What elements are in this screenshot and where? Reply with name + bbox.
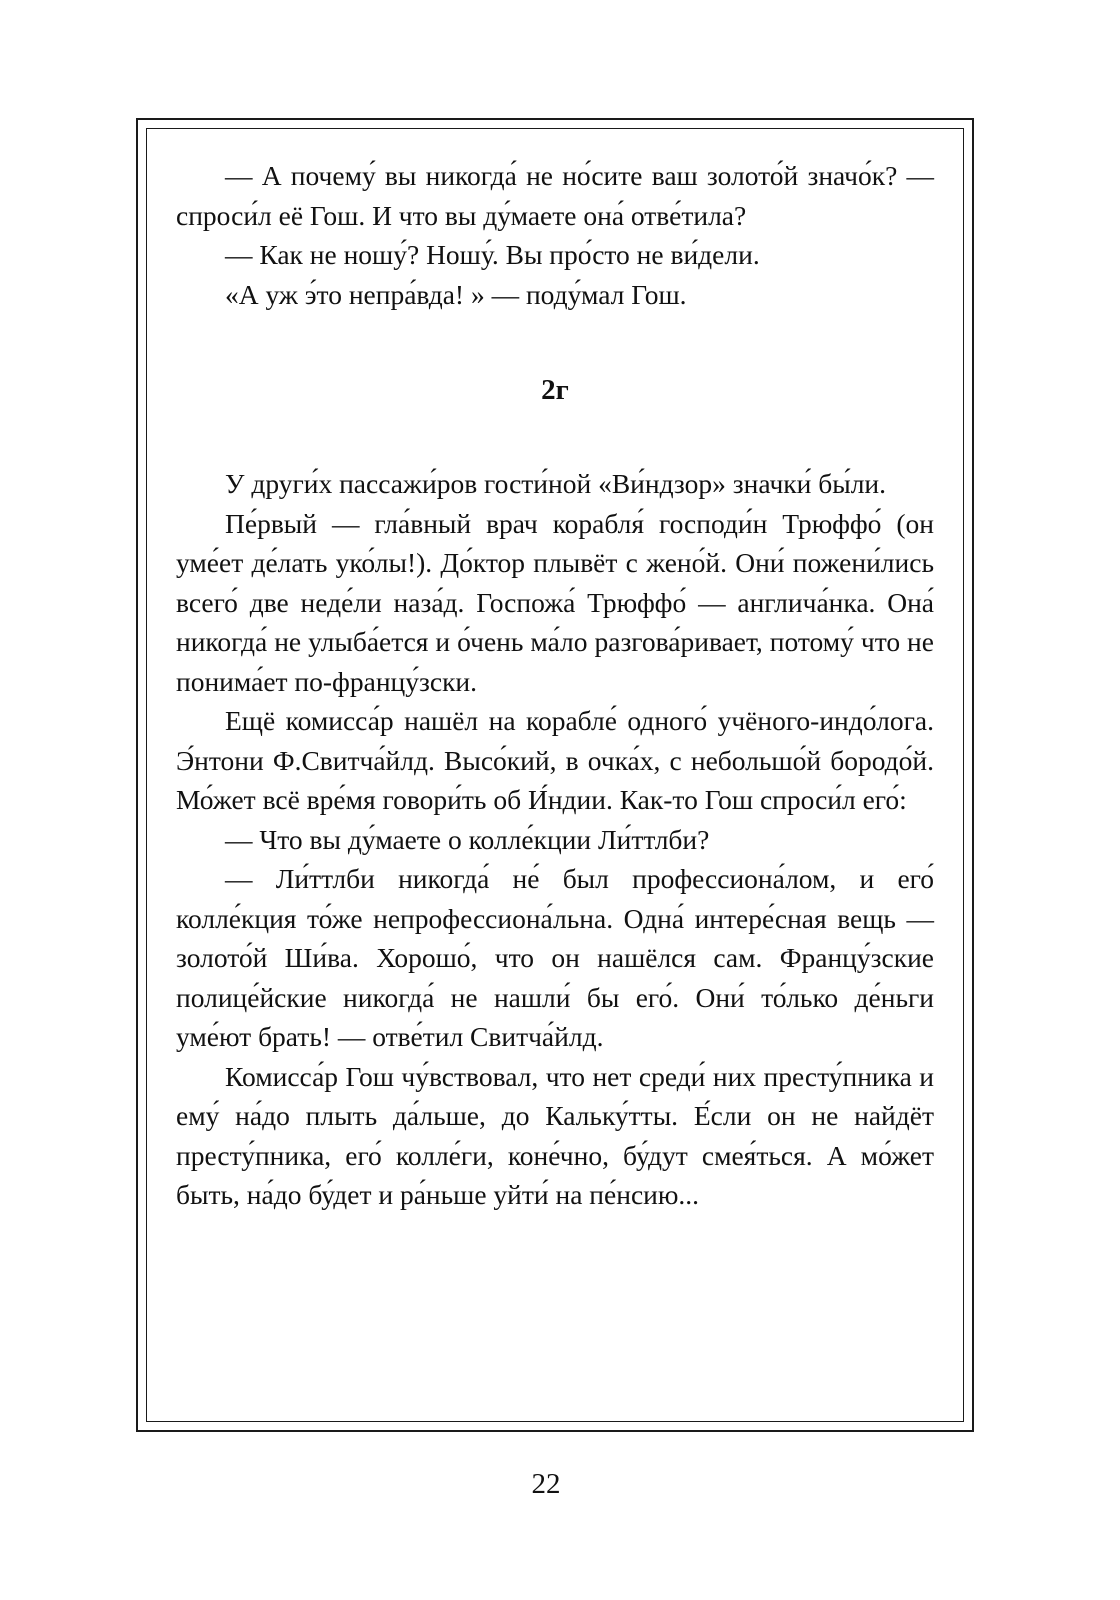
dialogue-line-3: «А уж э́то непра́вда! » — поду́мал Гош.	[225, 278, 687, 310]
body-paragraph-5: — Ли́ттлби никогда́ не́ был профессиона́лом, и его́ колле́кция то́же непрофессиона́льна. Одна́ интере́сная вещь — золото́й Ши́ва. Хорошо́, что он нашёлся сам. Францу́зские полице́йские никогда́ не нашли́ бы его́. Они́ то́лько де́ньги уме́ют брать! — отве́тил Свитча́йлд.	[176, 863, 934, 1052]
dialogue-line-1: — А почему́ вы никогда́ не но́сите ваш золото́й значо́к? — спроси́л её Гош. И что вы ду́маете она́ отве́тила?	[176, 160, 934, 231]
body-paragraph-6: Комисса́р Гош чу́вствовал, что нет среди́ них престу́пника и ему́ на́до плыть да́льше, до Кальку́тты. Е́сли он не найдёт престу́пника, его́ колле́ги, коне́чно, бу́дут смея́ться. А мо́жет быть, на́до бу́дет и ра́ньше уйти́ на пе́нсию...	[176, 1060, 934, 1210]
section-heading: 2г	[541, 374, 569, 406]
body-paragraph-1: У други́х пассажи́ров гости́ной «Ви́ндзор» значки́ бы́ли.	[225, 468, 887, 499]
page-content	[176, 156, 934, 1215]
page-number: 22	[531, 1468, 561, 1500]
body-paragraph-2: Пе́рвый — гла́вный врач корабля́ господи́н Трюффо́ (он уме́ет де́лать уко́лы!). До́ктор плывёт с жено́й. Они́ пожени́лись всего́ две неде́ли наза́д. Госпожа́ Трюффо́ — англича́нка. Она́ никогда́ не улыба́ется и о́чень ма́ло разгова́ривает, потому́ что не понима́ет по-францу́зски.	[176, 507, 934, 697]
dialogue-line-2: — Как не ношу́? Ношу́. Вы про́сто не ви́дели.	[225, 239, 760, 270]
body-paragraph-4: — Что вы ду́маете о колле́кции Ли́ттлби?	[225, 823, 710, 855]
body-paragraph-3: Ещё комисса́р нашёл на корабле́ одного́ учёного-индо́лога. Э́нтони Ф.Свитча́йлд. Высо́кий, в очка́х, с небольшо́й бородо́й. Мо́жет всё вре́мя говори́ть об И́ндии. Как-то Гош спроси́л его́:	[176, 705, 934, 815]
